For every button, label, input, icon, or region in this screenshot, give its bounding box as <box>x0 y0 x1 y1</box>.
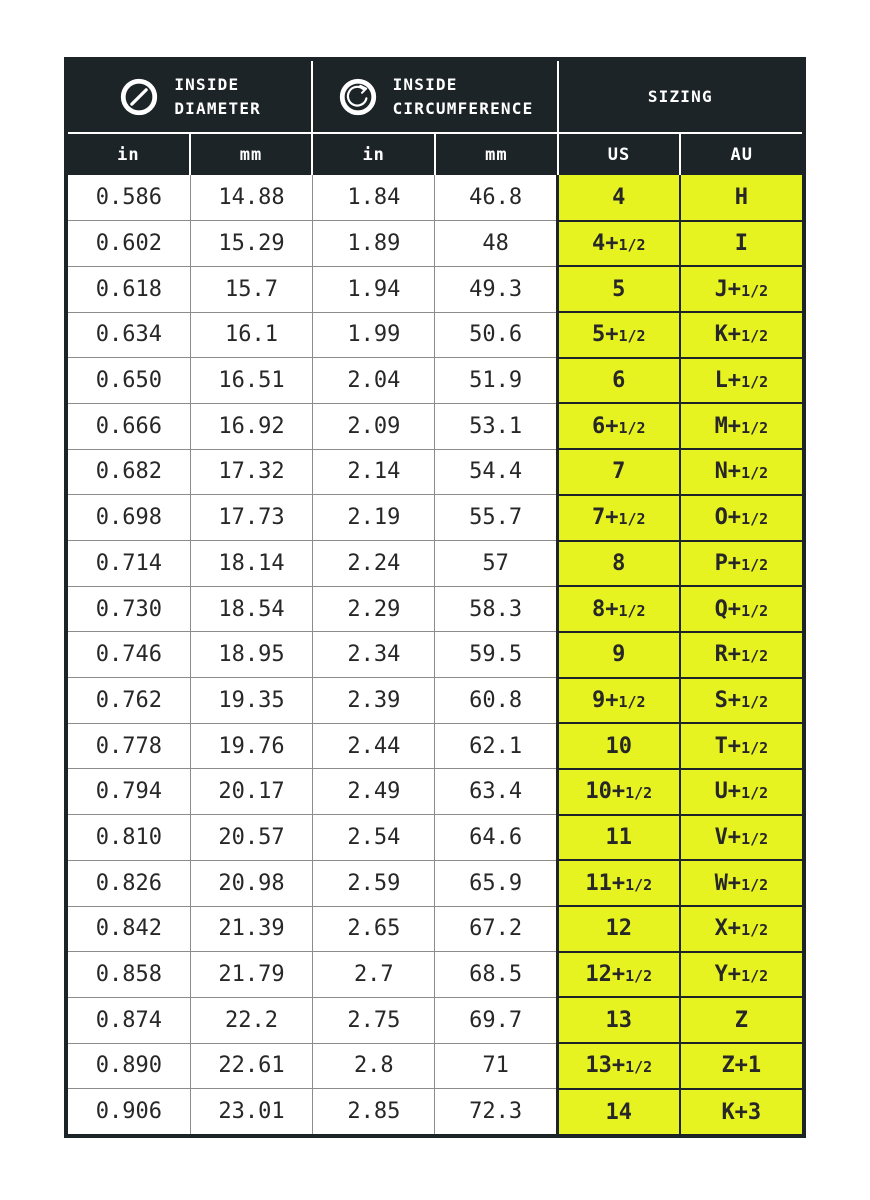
table-row <box>68 495 802 541</box>
cell-size-au: K+1/2 <box>680 312 802 358</box>
cell-diameter-in: 0.842 <box>68 906 190 952</box>
cell-circumference-in: 1.84 <box>313 175 435 221</box>
table-row <box>68 221 802 267</box>
cell-size-us: 4 <box>557 175 679 221</box>
table-row <box>68 449 802 495</box>
cell-circumference-mm: 69.7 <box>435 997 557 1043</box>
cell-circumference-mm: 59.5 <box>435 632 557 678</box>
cell-circumference-mm: 68.5 <box>435 952 557 998</box>
cell-diameter-in: 0.778 <box>68 723 190 769</box>
cell-size-us: 5 <box>557 266 679 312</box>
table-row <box>68 312 802 358</box>
cell-diameter-mm: 23.01 <box>190 1089 312 1135</box>
half-fraction: 1/2 <box>741 327 769 346</box>
half-fraction: 1/2 <box>741 829 769 848</box>
cell-circumference-in: 1.89 <box>313 221 435 267</box>
header-label-line1: INSIDE <box>392 74 458 94</box>
cell-circumference-mm: 67.2 <box>435 906 557 952</box>
table-row <box>68 541 802 587</box>
cell-size-au: Y+1/2 <box>680 952 802 998</box>
cell-circumference-in: 2.24 <box>313 541 435 587</box>
cell-diameter-in: 0.762 <box>68 678 190 724</box>
table-row <box>68 1043 802 1089</box>
half-fraction: 1/2 <box>741 875 769 894</box>
half-fraction: 1/2 <box>625 1058 653 1077</box>
half-fraction: 1/2 <box>618 327 646 346</box>
circumference-icon <box>337 76 379 118</box>
cell-circumference-in: 1.99 <box>313 312 435 358</box>
cell-size-au: W+1/2 <box>680 860 802 906</box>
header-label-inside-circumference <box>393 73 534 121</box>
cell-size-au: J+1/2 <box>680 266 802 312</box>
half-fraction: 1/2 <box>741 601 769 620</box>
cell-size-au: L+1/2 <box>680 358 802 404</box>
cell-size-us: 8+1/2 <box>557 586 679 632</box>
cell-circumference-in: 1.94 <box>313 266 435 312</box>
cell-size-us: 6 <box>557 358 679 404</box>
cell-size-au: P+1/2 <box>680 541 802 587</box>
column-header-diameter-mm: mm <box>189 134 312 175</box>
header-label-line2: DIAMETER <box>174 98 261 118</box>
table-row <box>68 586 802 632</box>
cell-size-au: V+1/2 <box>680 815 802 861</box>
half-fraction: 1/2 <box>741 464 769 483</box>
table-row <box>68 678 802 724</box>
cell-circumference-in: 2.85 <box>313 1089 435 1135</box>
half-fraction: 1/2 <box>741 647 769 666</box>
cell-circumference-in: 2.75 <box>313 997 435 1043</box>
half-fraction: 1/2 <box>741 921 769 940</box>
cell-circumference-mm: 50.6 <box>435 312 557 358</box>
cell-diameter-in: 0.874 <box>68 997 190 1043</box>
cell-diameter-mm: 22.2 <box>190 997 312 1043</box>
cell-size-au: R+1/2 <box>680 632 802 678</box>
cell-diameter-in: 0.810 <box>68 815 190 861</box>
cell-circumference-in: 2.49 <box>313 769 435 815</box>
table-row <box>68 952 802 998</box>
table-row <box>68 769 802 815</box>
cell-size-au: Q+1/2 <box>680 586 802 632</box>
cell-circumference-in: 2.04 <box>313 358 435 404</box>
column-header-diameter-in: in <box>117 144 140 165</box>
cell-circumference-in: 2.54 <box>313 815 435 861</box>
cell-circumference-mm: 58.3 <box>435 586 557 632</box>
cell-circumference-mm: 57 <box>435 541 557 587</box>
cell-diameter-mm: 18.14 <box>190 541 312 587</box>
cell-size-us: 12+1/2 <box>557 952 679 998</box>
cell-diameter-in: 0.682 <box>68 449 190 495</box>
cell-diameter-in: 0.618 <box>68 266 190 312</box>
cell-circumference-in: 2.09 <box>313 403 435 449</box>
cell-diameter-mm: 18.95 <box>190 632 312 678</box>
column-headers <box>68 134 802 175</box>
cell-diameter-in: 0.714 <box>68 541 190 587</box>
cell-circumference-mm: 72.3 <box>435 1089 557 1135</box>
half-fraction: 1/2 <box>625 967 653 986</box>
cell-diameter-mm: 19.35 <box>190 678 312 724</box>
cell-size-au: U+1/2 <box>680 769 802 815</box>
cell-size-us: 7 <box>557 449 679 495</box>
cell-diameter-mm: 16.92 <box>190 403 312 449</box>
cell-circumference-in: 2.59 <box>313 860 435 906</box>
cell-diameter-in: 0.794 <box>68 769 190 815</box>
table-row <box>68 1089 802 1135</box>
cell-diameter-in: 0.826 <box>68 860 190 906</box>
half-fraction: 1/2 <box>741 281 769 300</box>
half-fraction: 1/2 <box>741 784 769 803</box>
table-row <box>68 860 802 906</box>
table-row <box>68 403 802 449</box>
cell-diameter-mm: 21.79 <box>190 952 312 998</box>
cell-size-au: O+1/2 <box>680 495 802 541</box>
cell-size-au: Z+1 <box>680 1043 802 1089</box>
cell-diameter-mm: 19.76 <box>190 723 312 769</box>
cell-size-au: H <box>680 175 802 221</box>
header-label-sizing: SIZING <box>647 87 713 106</box>
cell-diameter-mm: 20.57 <box>190 815 312 861</box>
column-header-circumference-mm: mm <box>434 134 557 175</box>
header-label-inside-diameter <box>174 73 261 121</box>
column-header-size-us: US <box>557 134 680 175</box>
ring-size-chart <box>64 57 806 1138</box>
cell-size-au: Z <box>680 997 802 1043</box>
half-fraction: 1/2 <box>618 510 646 529</box>
cell-diameter-mm: 17.32 <box>190 449 312 495</box>
cell-size-us: 13 <box>557 997 679 1043</box>
cell-circumference-mm: 51.9 <box>435 358 557 404</box>
half-fraction: 1/2 <box>741 510 769 529</box>
cell-diameter-in: 0.890 <box>68 1043 190 1089</box>
cell-size-au: S+1/2 <box>680 678 802 724</box>
table-row <box>68 358 802 404</box>
cell-size-us: 4+1/2 <box>557 221 679 267</box>
header-group-inside-circumference <box>311 61 556 132</box>
cell-size-us: 10 <box>557 723 679 769</box>
cell-diameter-in: 0.746 <box>68 632 190 678</box>
column-header-circumference-in: in <box>311 134 434 175</box>
cell-diameter-mm: 16.1 <box>190 312 312 358</box>
cell-size-us: 8 <box>557 541 679 587</box>
half-fraction: 1/2 <box>741 738 769 757</box>
cell-diameter-in: 0.906 <box>68 1089 190 1135</box>
half-fraction: 1/2 <box>625 784 653 803</box>
half-fraction: 1/2 <box>618 418 646 437</box>
table-row <box>68 997 802 1043</box>
cell-size-au: X+1/2 <box>680 906 802 952</box>
table-row <box>68 266 802 312</box>
header-group-sizing <box>557 61 802 132</box>
cell-circumference-in: 2.14 <box>313 449 435 495</box>
cell-diameter-in: 0.634 <box>68 312 190 358</box>
cell-size-us: 6+1/2 <box>557 403 679 449</box>
half-fraction: 1/2 <box>741 555 769 574</box>
cell-diameter-mm: 17.73 <box>190 495 312 541</box>
table-row <box>68 632 802 678</box>
cell-diameter-mm: 20.17 <box>190 769 312 815</box>
cell-circumference-mm: 48 <box>435 221 557 267</box>
cell-diameter-mm: 20.98 <box>190 860 312 906</box>
cell-diameter-in: 0.666 <box>68 403 190 449</box>
cell-diameter-in: 0.730 <box>68 586 190 632</box>
cell-size-us: 12 <box>557 906 679 952</box>
cell-circumference-in: 2.8 <box>313 1043 435 1089</box>
table-row <box>68 815 802 861</box>
cell-size-au: K+3 <box>680 1089 802 1135</box>
cell-circumference-mm: 60.8 <box>435 678 557 724</box>
cell-diameter-in: 0.698 <box>68 495 190 541</box>
cell-circumference-mm: 71 <box>435 1043 557 1089</box>
diameter-icon <box>118 76 160 118</box>
half-fraction: 1/2 <box>741 692 769 711</box>
half-fraction: 1/2 <box>625 875 653 894</box>
table-header <box>68 61 802 132</box>
cell-circumference-mm: 65.9 <box>435 860 557 906</box>
table-body <box>68 175 802 1134</box>
cell-diameter-mm: 21.39 <box>190 906 312 952</box>
cell-circumference-in: 2.44 <box>313 723 435 769</box>
cell-size-au: N+1/2 <box>680 449 802 495</box>
half-fraction: 1/2 <box>741 967 769 986</box>
half-fraction: 1/2 <box>741 373 769 392</box>
cell-circumference-in: 2.7 <box>313 952 435 998</box>
cell-diameter-in: 0.602 <box>68 221 190 267</box>
cell-circumference-mm: 63.4 <box>435 769 557 815</box>
size-table <box>68 175 802 1134</box>
cell-diameter-in: 0.586 <box>68 175 190 221</box>
table-row <box>68 175 802 221</box>
cell-size-au: I <box>680 221 802 267</box>
cell-circumference-mm: 46.8 <box>435 175 557 221</box>
cell-size-us: 10+1/2 <box>557 769 679 815</box>
cell-diameter-in: 0.858 <box>68 952 190 998</box>
table-row <box>68 906 802 952</box>
column-header-size-au: AU <box>679 134 802 175</box>
cell-circumference-mm: 49.3 <box>435 266 557 312</box>
cell-circumference-mm: 55.7 <box>435 495 557 541</box>
cell-circumference-mm: 64.6 <box>435 815 557 861</box>
cell-circumference-in: 2.29 <box>313 586 435 632</box>
cell-circumference-mm: 53.1 <box>435 403 557 449</box>
header-label-line1: INSIDE <box>174 74 240 94</box>
cell-diameter-in: 0.650 <box>68 358 190 404</box>
cell-diameter-mm: 14.88 <box>190 175 312 221</box>
cell-circumference-mm: 54.4 <box>435 449 557 495</box>
cell-diameter-mm: 22.61 <box>190 1043 312 1089</box>
cell-diameter-mm: 15.29 <box>190 221 312 267</box>
cell-diameter-mm: 16.51 <box>190 358 312 404</box>
header-group-inside-diameter <box>68 61 311 132</box>
cell-size-us: 13+1/2 <box>557 1043 679 1089</box>
table-row <box>68 723 802 769</box>
cell-circumference-in: 2.34 <box>313 632 435 678</box>
half-fraction: 1/2 <box>618 692 646 711</box>
cell-size-au: M+1/2 <box>680 403 802 449</box>
cell-circumference-in: 2.19 <box>313 495 435 541</box>
cell-size-us: 11+1/2 <box>557 860 679 906</box>
header-label-line2: CIRCUMFERENCE <box>392 98 534 118</box>
cell-size-us: 7+1/2 <box>557 495 679 541</box>
half-fraction: 1/2 <box>618 601 646 620</box>
cell-size-au: T+1/2 <box>680 723 802 769</box>
half-fraction: 1/2 <box>741 418 769 437</box>
cell-diameter-mm: 15.7 <box>190 266 312 312</box>
cell-diameter-mm: 18.54 <box>190 586 312 632</box>
cell-size-us: 9+1/2 <box>557 678 679 724</box>
cell-size-us: 5+1/2 <box>557 312 679 358</box>
cell-size-us: 14 <box>557 1089 679 1135</box>
cell-circumference-in: 2.65 <box>313 906 435 952</box>
cell-size-us: 9 <box>557 632 679 678</box>
cell-circumference-in: 2.39 <box>313 678 435 724</box>
cell-circumference-mm: 62.1 <box>435 723 557 769</box>
cell-size-us: 11 <box>557 815 679 861</box>
half-fraction: 1/2 <box>618 236 646 255</box>
